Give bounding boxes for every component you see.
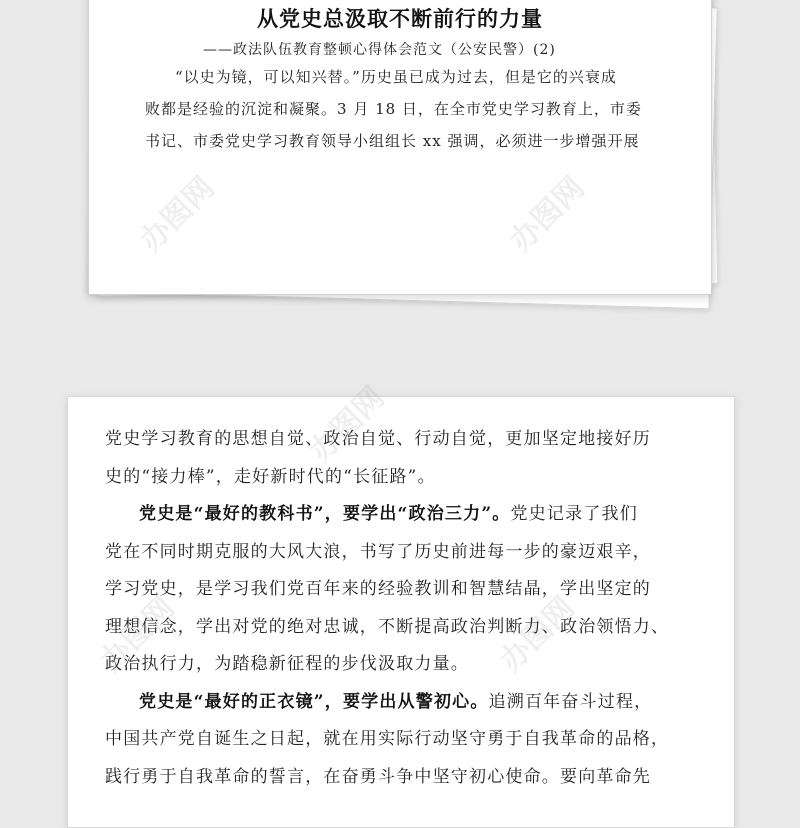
paragraph-2-line: 党在不同时期克服的大风大浪，书写了历史前进每一步的豪迈艰辛， xyxy=(105,541,651,562)
paragraph-1-line: 党史学习教育的思想自觉、政治自觉、行动自觉，更加坚定地接好历 xyxy=(105,429,651,449)
body-line: “以史为镜，可以知兴替。”历史虽已成为过去，但是它的兴衰成 xyxy=(175,68,617,86)
paragraph-2-heading: 党史是“最好的教科书”，要学出“政治三力”。 xyxy=(139,504,511,524)
top-body-text xyxy=(145,61,675,157)
paragraph-2-line: 学习党史，是学习我们党百年来的经验教训和智慧结晶，学出坚定的 xyxy=(105,579,651,599)
paragraph-3-line: 中国共产党自诞生之日起，就在用实际行动坚守勇于自我革命的品格， xyxy=(105,729,670,749)
paragraph-3-first-line xyxy=(105,684,705,722)
paragraph-2-line: 政治执行力，为踏稳新征程的步伐汲取力量。 xyxy=(105,654,469,674)
paragraph-2-line: 理想信念，学出对党的绝对忠诚，不断提高政治判断力、政治领悟力、 xyxy=(105,616,670,637)
paragraph-3-text: 追溯百年奋斗过程， xyxy=(488,691,653,712)
paragraph-3-line: 践行勇于自我革命的誓言，在奋勇斗争中坚守初心使命。要向革命先 xyxy=(105,766,651,787)
paragraph-1-line: 史的“接力棒”，走好新时代的“长征路”。 xyxy=(105,466,436,487)
document-subtitle: ——政法队伍教育整顿心得体会范文（公安民警）(2) xyxy=(203,42,556,58)
body-line: 书记、市委党史学习教育领导小组组长 xx 强调，必须进一步增强开展 xyxy=(145,132,640,150)
document-title: 从党史总汲取不断前行的力量 xyxy=(257,7,543,31)
lower-body-text xyxy=(105,421,705,796)
paper-page-lower xyxy=(67,396,735,828)
paper-sheet-top xyxy=(88,0,712,295)
paragraph-2-first-line xyxy=(105,496,705,534)
paragraph-2-text: 党史记录了我们 xyxy=(510,504,638,524)
body-line: 败都是经验的沉淀和凝聚。3 月 18 日，在全市党史学习教育上，市委 xyxy=(145,100,642,118)
paragraph-3-heading: 党史是“最好的正衣镜”，要学出从警初心。 xyxy=(139,691,489,712)
